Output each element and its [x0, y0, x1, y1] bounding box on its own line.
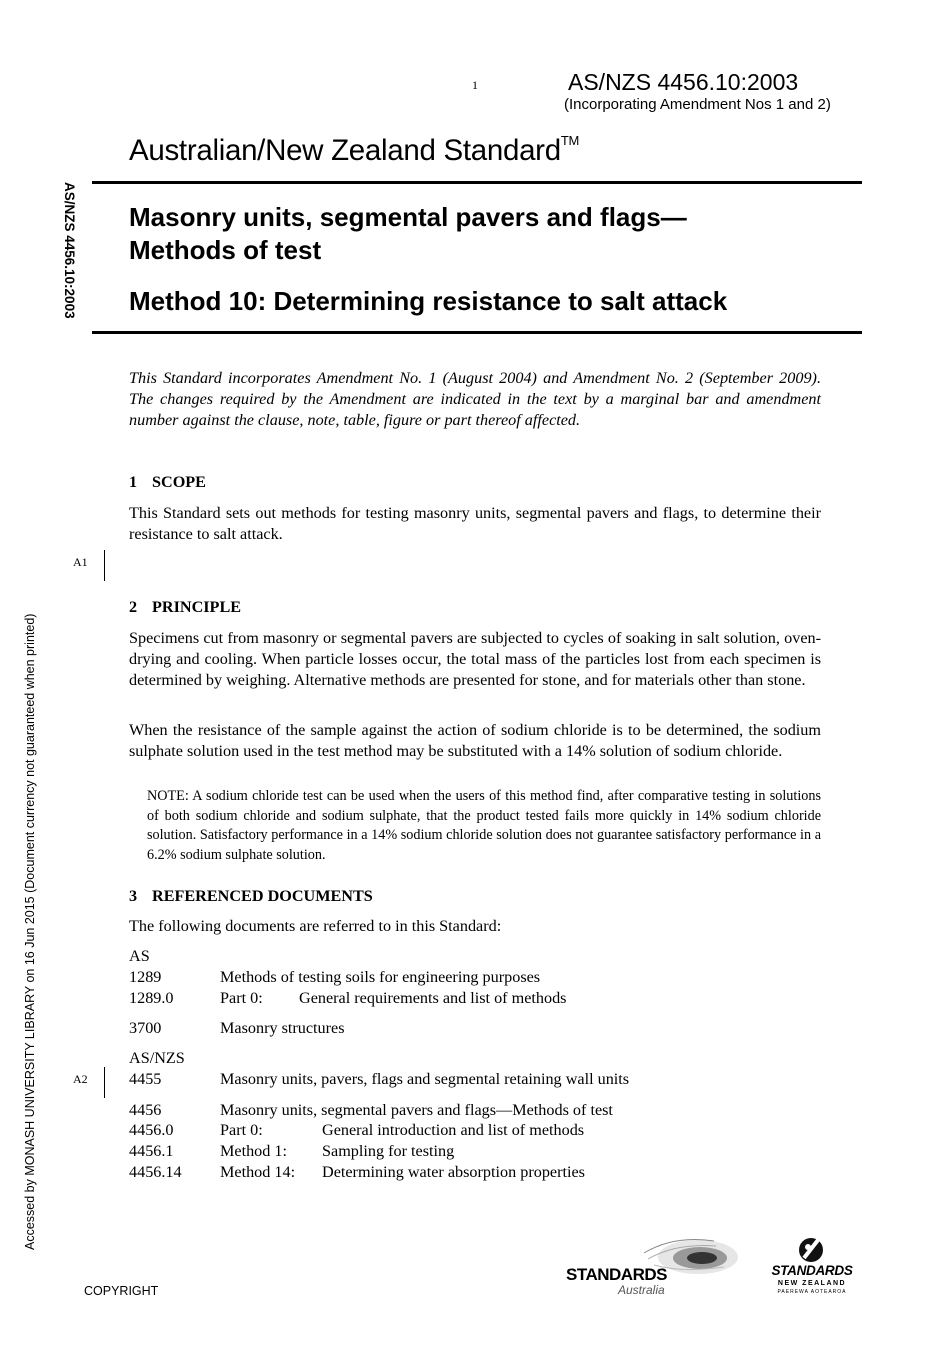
access-note: Accessed by MONASH UNIVERSITY LIBRARY on 16 Jun 2015 (Document currency not guaranteed when printed)	[23, 613, 37, 1250]
reference-part: Part 0:	[220, 1121, 263, 1139]
spine-label: AS/NZS 4456.10:2003	[62, 182, 77, 319]
section-number: 1	[129, 473, 138, 491]
section-heading-references	[129, 887, 373, 906]
publisher-title	[129, 134, 579, 168]
reference-title: General requirements and list of methods	[299, 989, 567, 1007]
document-title-line1: Masonry units, segmental pavers and flags—	[129, 202, 687, 232]
standards-nz-mark-icon	[758, 1236, 866, 1264]
logo-au-sub: Australia	[618, 1283, 665, 1297]
amendment-note: (Incorporating Amendment Nos 1 and 2)	[564, 96, 831, 113]
reference-group-as: AS	[129, 947, 150, 965]
amendment-bar-a1	[104, 550, 105, 581]
reference-code: 1289.0	[129, 989, 174, 1007]
section-title: PRINCIPLE	[152, 598, 242, 616]
logo-nz-tagline: PAEREWA AOTEAROA	[777, 1289, 847, 1295]
section-number: 3	[129, 887, 138, 905]
standards-new-zealand-logo	[758, 1236, 866, 1298]
publisher-name: Australian/New Zealand Standard	[129, 134, 561, 167]
reference-part: Method 14:	[220, 1163, 296, 1181]
reference-code: 4456.0	[129, 1121, 174, 1139]
reference-code: 1289	[129, 968, 162, 986]
title-rule-bottom	[92, 331, 862, 334]
amendment-marker-a2: A2	[73, 1072, 88, 1086]
document-title	[129, 201, 687, 267]
principle-note: NOTE: A sodium chloride test can be used when the users of this method find, after comparative testing in solutions of both sodium chloride and sodium sulphate, that the product tested fails more quickly in 14% sodium chloride solution. Satisfactory performance in a 14% sodium chloride solution does not guarantee satisfactory performance in a 6.2% sodium sulphate solution.	[147, 788, 821, 863]
section-title: REFERENCED DOCUMENTS	[152, 887, 373, 905]
copyright-label: COPYRIGHT	[84, 1284, 159, 1298]
reference-title: Masonry units, pavers, flags and segmental retaining wall units	[220, 1070, 630, 1088]
reference-title: Masonry units, segmental pavers and flags—Methods of test	[220, 1101, 613, 1119]
reference-title: Sampling for testing	[322, 1142, 455, 1160]
references-intro: The following documents are referred to in this Standard:	[129, 917, 502, 935]
document-title-line2: Methods of test	[129, 235, 322, 265]
reference-title: Determining water absorption properties	[322, 1163, 585, 1181]
reference-code: 4456.14	[129, 1163, 182, 1181]
principle-paragraph-1: Specimens cut from masonry or segmental pavers are subjected to cycles of soaking in salt solution, oven-drying and cooling. When particle losses occur, the total mass of the particles lost from each specimen is determined by weighing. Alternative methods are presented for stone, and for materials other than stone.	[129, 629, 821, 689]
reference-code: 3700	[129, 1019, 162, 1037]
logo-nz-sub: NEW ZEALAND	[777, 1280, 847, 1287]
scope-paragraph: This Standard sets out methods for testing masonry units, segmental pavers and flags, to determine their resistance to salt attack.	[129, 504, 821, 543]
section-heading-principle	[129, 598, 241, 617]
reference-code: 4455	[129, 1070, 162, 1088]
principle-paragraph-2: When the resistance of the sample against the action of sodium chloride is to be determined, the sodium sulphate solution used in the test method may be substituted with a 14% solution of sodium chloride.	[129, 721, 821, 760]
standards-australia-logo	[564, 1233, 744, 1303]
amendment-bar-a2	[104, 1067, 105, 1098]
amendment-marker-a1: A1	[73, 555, 88, 569]
standard-number: AS/NZS 4456.10:2003	[568, 69, 799, 95]
reference-code: 4456.1	[129, 1142, 174, 1160]
reference-title: Masonry structures	[220, 1019, 345, 1037]
method-title: Method 10: Determining resistance to salt attack	[129, 286, 728, 316]
reference-title: Methods of testing soils for engineering purposes	[220, 968, 541, 986]
section-title: SCOPE	[152, 473, 206, 491]
reference-group-asnzs: AS/NZS	[129, 1049, 185, 1067]
section-heading-scope	[129, 473, 206, 492]
reference-title: General introduction and list of methods	[322, 1121, 585, 1139]
reference-code: 4456	[129, 1101, 162, 1119]
logo-au-main: STANDARDS	[566, 1265, 667, 1284]
intro-paragraph: This Standard incorporates Amendment No. 1 (August 2004) and Amendment No. 2 (September 2009). The changes required by the Amendment are indicated in the text by a marginal bar and amendment number against the clause, note, table, figure or part thereof affected.	[129, 369, 821, 429]
reference-part: Method 1:	[220, 1142, 287, 1160]
section-number: 2	[129, 598, 138, 616]
logo-nz-main: STANDARDS	[771, 1263, 853, 1278]
trademark-mark: TM	[560, 133, 579, 149]
title-rule-top	[92, 181, 862, 184]
page-number: 1	[472, 78, 478, 92]
reference-part: Part 0:	[220, 989, 263, 1007]
